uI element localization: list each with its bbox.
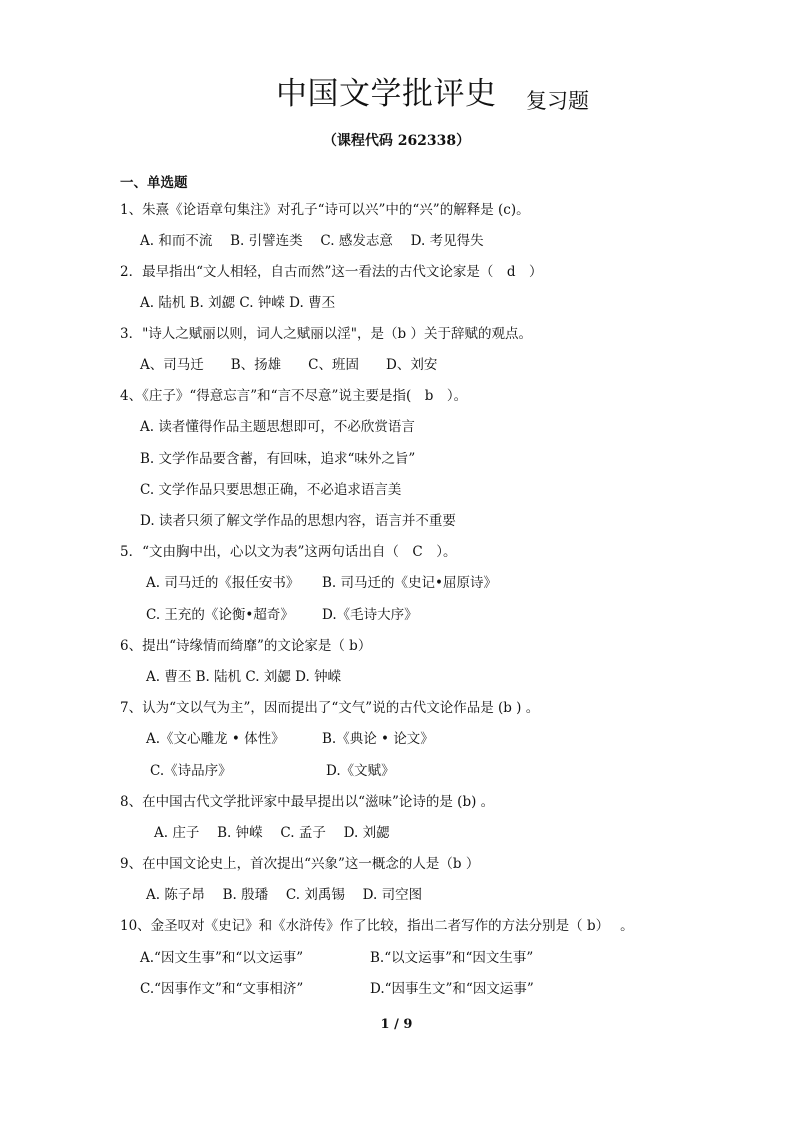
course-code: （课程代码 262338）: [322, 133, 471, 149]
title-block: [0, 68, 793, 118]
question-5-option-b: B. 司马迁的《史记•屈原诗》: [322, 575, 497, 591]
question-7-option-d: D.《文赋》: [326, 763, 395, 779]
question-10-option-b: B.“以文运事”和“因文生事”: [370, 950, 534, 966]
question-10-option-d: D.“因事生文”和“因文运事”: [370, 981, 534, 997]
question-8-options: A. 庄子 B. 钟嵘 C. 孟子 D. 刘勰: [154, 825, 390, 841]
question-10-stem: 10、金圣叹对《史记》和《水浒传》作了比较，指出二者写作的方法分别是（ b） 。: [120, 918, 634, 934]
question-9-stem: 9、在中国文论史上，首次提出“兴象”这一概念的人是（b ）: [120, 856, 480, 872]
question-8-stem: 8、在中国古代文学批评家中最早提出以“滋味”论诗的是 (b) 。: [120, 794, 495, 810]
question-7-option-c: C.《诗品序》: [150, 763, 232, 779]
question-5-option-d: D.《毛诗大序》: [322, 607, 418, 623]
question-3-options: A、司马迁 B、扬雄 C、班固 D、刘安: [140, 357, 438, 373]
document-title: 中国文学批评史: [276, 76, 497, 112]
question-4-option-b: B. 文学作品要含蓄，有回味，追求“味外之旨”: [140, 451, 416, 467]
question-5-stem: 5．“文由胸中出，心以文为表”这两句话出自（ C ）。: [120, 544, 457, 560]
question-2-options: A. 陆机 B. 刘勰 C. 钟嵘 D. 曹丕: [140, 295, 336, 311]
section-heading: 一、单选题: [120, 175, 188, 191]
question-5-option-a: A. 司马迁的《报任安书》: [146, 575, 300, 591]
question-1-stem: 1、朱熹《论语章句集注》对孔子“诗可以兴”中的“兴”的解释是 (c)。: [120, 202, 530, 218]
question-5-option-c: C. 王充的《论衡•超奇》: [146, 607, 294, 623]
question-4-option-d: D. 读者只须了解文学作品的思想内容，语言并不重要: [140, 513, 456, 529]
question-7-option-a: A.《文心雕龙 • 体性》: [146, 731, 285, 747]
question-2-stem: 2．最早指出“文人相轻，自古而然”这一看法的古代文论家是（ d ）: [120, 264, 543, 280]
question-7-stem: 7、认为“文以气为主”，因而提出了“文气”说的古代文论作品是 (b ) 。: [120, 700, 540, 716]
question-3-stem: 3．"诗人之赋丽以则，词人之赋丽以淫"，是（b ）关于辞赋的观点。: [120, 326, 532, 342]
question-4-option-a: A. 读者懂得作品主题思想即可，不必欣赏语言: [140, 419, 415, 435]
question-7-option-b: B.《典论 • 论文》: [322, 731, 434, 747]
document-subtitle: 复习题: [526, 89, 589, 113]
question-10-option-c: C.“因事作文”和“文事相济”: [140, 981, 304, 997]
question-4-stem: 4、《庄子》“得意忘言”和“言不尽意”说主要是指( b ）。: [120, 388, 468, 404]
question-6-options: A. 曹丕 B. 陆机 C. 刘勰 D. 钟嵘: [146, 669, 342, 685]
question-1-options: A. 和而不流 B. 引譬连类 C. 感发志意 D. 考见得失: [140, 233, 484, 249]
question-9-options: A. 陈子昂 B. 殷璠 C. 刘禹锡 D. 司空图: [146, 887, 423, 903]
question-4-option-c: C. 文学作品只要思想正确，不必追求语言美: [140, 482, 402, 498]
question-10-option-a: A.“因文生事”和“以文运事”: [140, 950, 304, 966]
page-number: 1 / 9: [380, 1017, 413, 1032]
question-6-stem: 6、提出“诗缘情而绮靡”的文论家是（ b）: [120, 638, 372, 654]
